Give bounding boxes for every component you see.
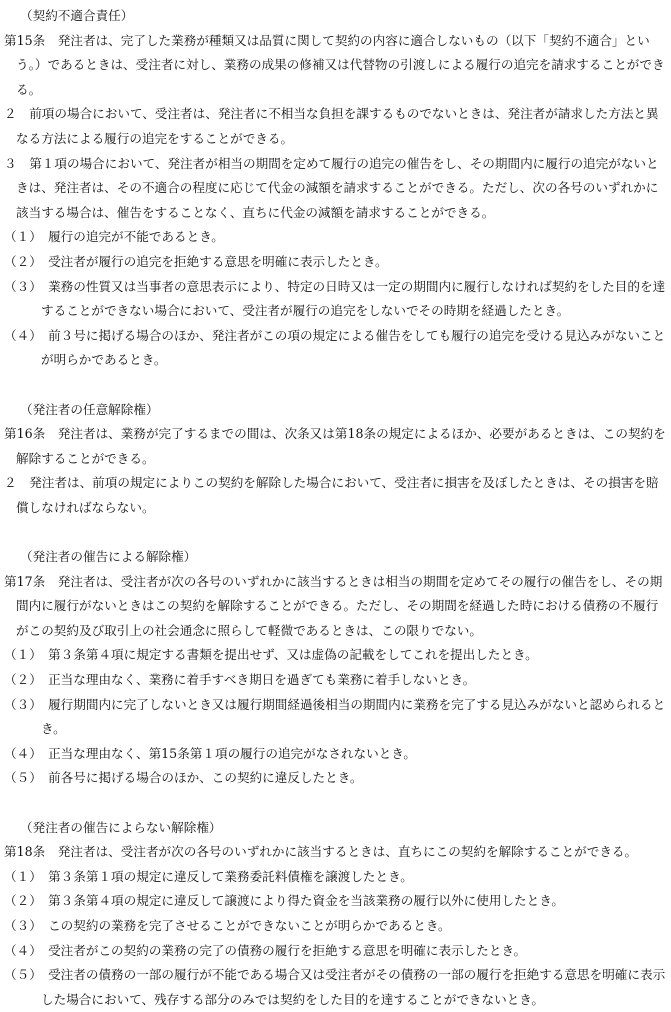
section-heading: （発注者の任意解除権）: [20, 401, 159, 417]
article-17-item-1: （１） 第３条第４項に規定する書類を提出せず、又は虚偽の記載をしてこれを提出したとき。: [4, 647, 538, 663]
contract-document: [4, 4, 668, 1012]
article-18-item-4: （４） 受注者がこの契約の業務の完了の債務の履行を拒絶する意思を明確に表示したとき。: [4, 942, 527, 958]
section-spacer: [4, 373, 668, 398]
article-16: 第16条 発注者は、業務が完了するまでの間は、次条又は第18条の規定によるほか、必要があるときは、この契約を解除することができる。: [4, 426, 666, 466]
article-17-item-3: （３） 履行期間内に完了しないとき又は履行期間経過後相当の期間内に業務を完了する見込みがないと認められるとき。: [4, 696, 666, 737]
section-heading: （契約不適合責任）: [20, 8, 134, 23]
article-18-item-5: （５） 受注者の債務の一部の履行が不能である場合又は受注者がその債務の一部の履行を拒絶する意思を明確に表示した場合において、残存する部分のみでは契約をした目的を達することができないとき。: [4, 967, 666, 1007]
article-15-item-2: （２） 受注者が履行の追完を拒絶する意思を明確に表示したとき。: [4, 253, 388, 269]
section-heading: （発注者の催告による解除権）: [20, 549, 197, 565]
article-18-item-3: （３） この契約の業務を完了させることができないことが明らかであるとき。: [4, 917, 451, 933]
section-termination-with-notice: [4, 545, 668, 791]
article-15-item-3: （３） 業務の性質又は当事者の意思表示により、特定の日時又は一定の期間内に履行しなければ契約をした目的を達することができない場合において、受注者が履行の追完をしないでその時期を経過したとき。: [4, 278, 666, 319]
article-18-item-1: （１） 第３条第１項の規定に違反して業務委託料債権を譲渡したとき。: [4, 868, 413, 884]
article-17-item-5: （５） 前各号に掲げる場合のほか、この契約に違反したとき。: [4, 770, 363, 786]
article-18: 第18条 発注者は、受注者が次の各号のいずれかに該当するときは、直ちにこの契約を解除することができる。: [4, 844, 638, 860]
section-heading: （発注者の催告によらない解除権）: [20, 819, 222, 835]
article-17-item-4: （４） 正当な理由なく、第15条第１項の履行の追完がなされないとき。: [4, 745, 416, 761]
section-voluntary-termination: [4, 398, 668, 521]
article-15-item-4: （４） 前３号に掲げる場合のほか、発注者がこの項の規定による催告をしても履行の追完を受ける見込みがないことが明らかであるとき。: [4, 327, 666, 368]
section-contract-nonconformity: [4, 4, 668, 373]
article-15-paragraph-2: ２ 前項の場合において、受注者は、発注者に不相当な負担を課するものでないときは、発注者が請求した方法と異なる方法による履行の追完をすることができる。: [4, 106, 659, 146]
article-17-item-2: （２） 正当な理由なく、業務に着手すべき期日を過ぎても業務に着手しないとき。: [4, 672, 476, 688]
article-15-paragraph-3: ３ 第１項の場合において、発注者が相当の期間を定めて履行の追完の催告をし、その期間内に履行の追完がないときは、発注者は、その不適合の程度に応じて代金の減額を請求することができる。ただし、次の各号のいずれかに該当する場合は、催告をすることなく、直ちに代金の減額を請求することができる。: [4, 155, 659, 220]
section-termination-without-notice: [4, 816, 668, 1012]
article-17: 第17条 発注者は、受注者が次の各号のいずれかに該当するときは相当の期間を定めてその履行の催告をし、その期間内に履行がないときはこの契約を解除することができる。ただし、その期間を経過した時における債務の不履行がこの契約及び取引上の社会通念に照らして軽微であるときは、この限りでない。: [4, 573, 663, 638]
section-spacer: [4, 520, 668, 545]
section-spacer: [4, 791, 668, 816]
article-18-item-2: （２） 第３条第４項の規定に違反して譲渡により得た資金を当該業務の履行以外に使用したとき。: [4, 893, 564, 909]
article-15: 第15条 発注者は、完了した業務が種類又は品質に関して契約の内容に適合しないもの（以下「契約不適合」という。）であるときは、受注者に対し、業務の成果の修補又は代替物の引渡しによる履行の追完を請求することができる。: [4, 32, 665, 97]
article-16-paragraph-2: ２ 発注者は、前項の規定によりこの契約を解除した場合において、受注者に損害を及ぼしたときは、その損害を賠償しなければならない。: [4, 475, 659, 515]
article-15-item-1: （１） 履行の追完が不能であるとき。: [4, 229, 224, 245]
